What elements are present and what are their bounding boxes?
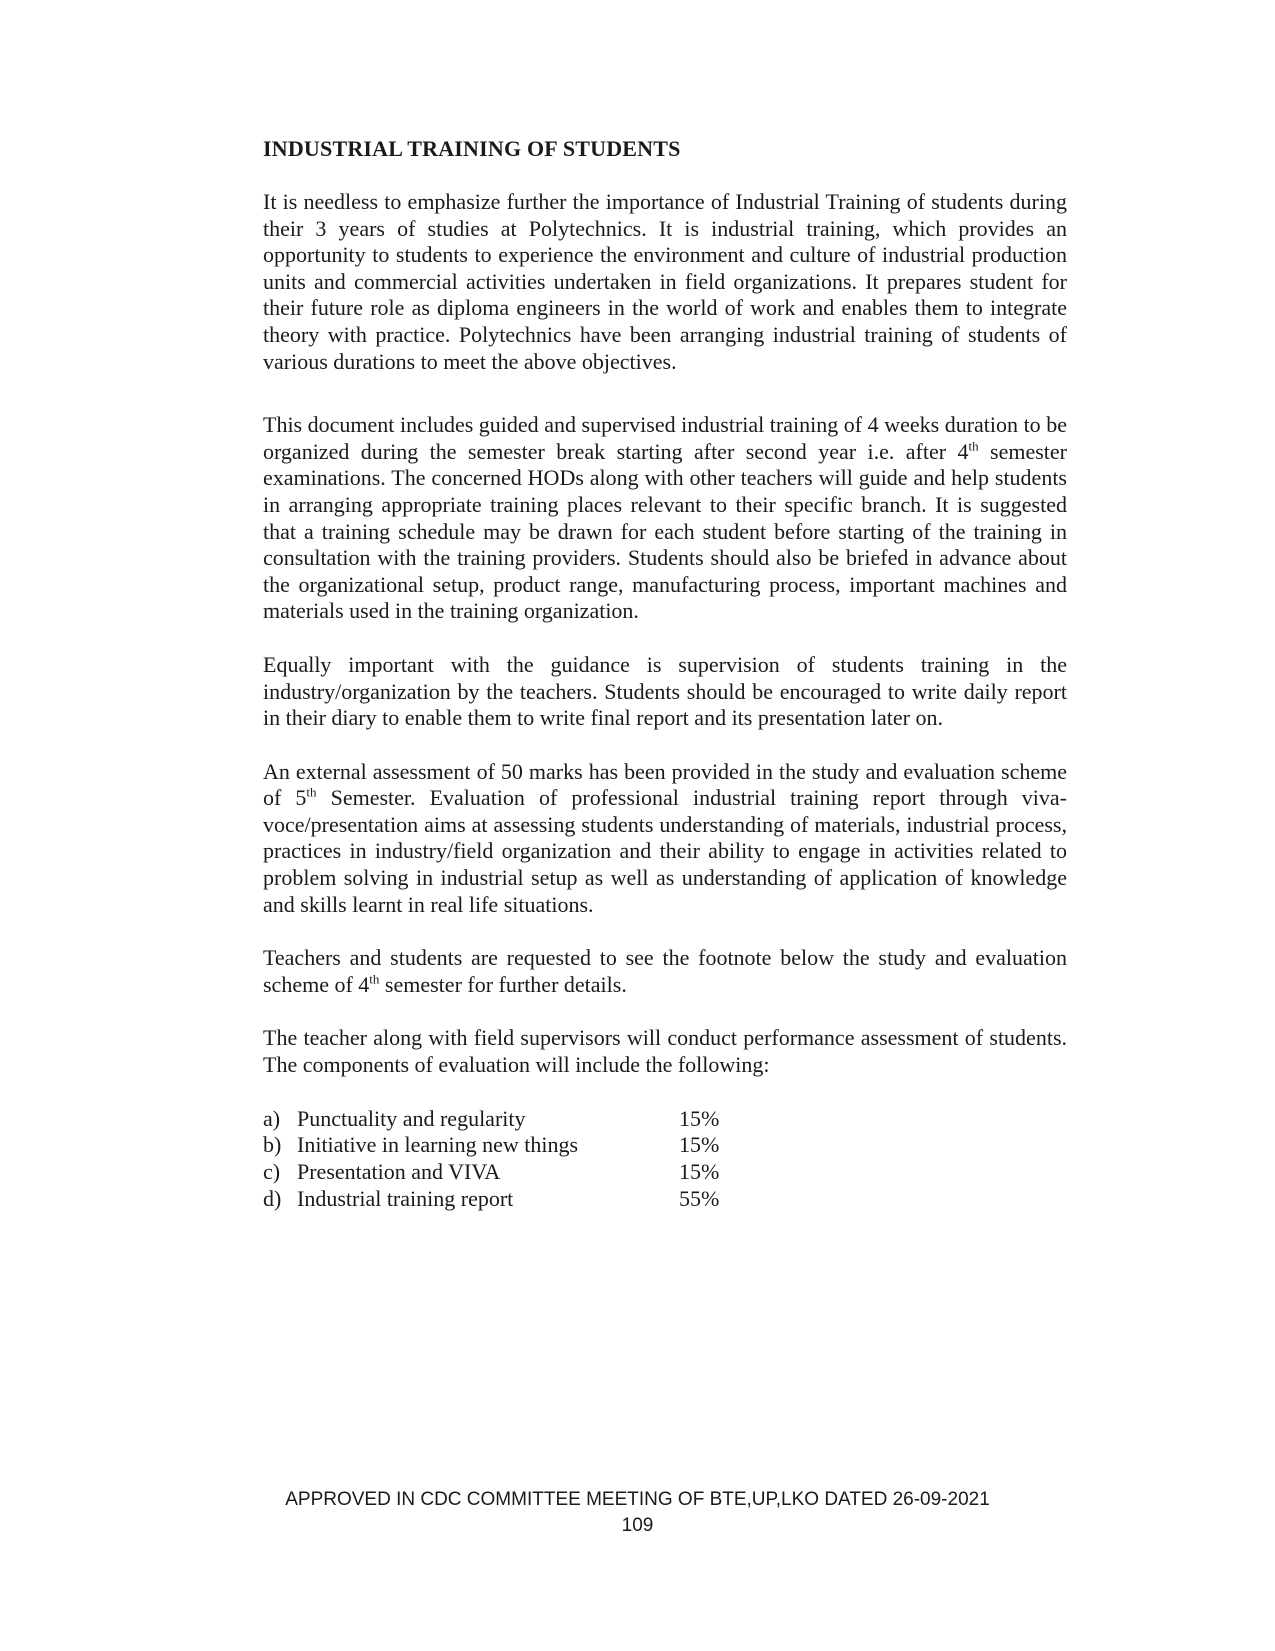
list-item (263, 1186, 1067, 1213)
paragraph-text: Semester. Evaluation of professional industrial training report through viva-voce/presentation aims at assessing students understanding of materials, industrial process, practices in industry/field organization and their ability to engage in activities related to problem solving in industrial setup as well as understanding of application of knowledge and skills learnt in real life situations. (263, 785, 1067, 917)
paragraph-text: semester for further details. (379, 971, 627, 997)
superscript: th (306, 784, 317, 800)
list-item-letter: c) (263, 1159, 281, 1185)
document-body (263, 136, 1067, 1213)
page-number: 109 (621, 1515, 654, 1536)
list-item-label: Initiative in learning new things (297, 1132, 579, 1158)
paragraph-text: semester examinations. The concerned HODs along with other teachers will guide and help students in arranging appropriate training places relevant to their specific branch. It is suggested that a training schedule may be drawn for each student before starting of the training in consultation with the training providers. Students should also be briefed in advance about the organizational setup, product range, manufacturing process, important machines and materials used in the training organization. (263, 438, 1068, 624)
list-item-letter: a) (263, 1105, 281, 1131)
paragraph-text: An external assessment of 50 marks has been provided in the study and evaluation scheme of 5 (263, 758, 1067, 811)
list-item-weight: 15% (679, 1159, 720, 1185)
list-item (263, 1159, 1067, 1186)
approval-note: APPROVED IN CDC COMMITTEE MEETING OF BTE,UP,LKO DATED 26-09-2021 (285, 1489, 990, 1510)
superscript: th (968, 438, 979, 454)
paragraph-training-duration (263, 412, 1067, 625)
paragraph-text: This document includes guided and supervised industrial training of 4 weeks duration to be organized during the semester break starting after second year i.e. after 4 (263, 412, 1067, 464)
list-item-label: Presentation and VIVA (297, 1159, 501, 1185)
list-item-label: Industrial training report (297, 1186, 514, 1212)
paragraph-performance-assessment: The teacher along with field supervisors will conduct performance assessment of students. The components of evaluation will include the following: (263, 1025, 1067, 1078)
paragraph-text: Teachers and students are requested to see the footnote below the study and evaluation scheme of 4 (263, 945, 1067, 997)
evaluation-components-list (263, 1106, 1067, 1213)
list-item-letter: d) (263, 1186, 282, 1212)
paragraph-supervision: Equally important with the guidance is supervision of students training in the industry/organization by the teachers. Students should be encouraged to write daily report in their diary to enable them to write final report and its presentation later on. (263, 651, 1067, 731)
list-item-weight: 15% (679, 1132, 720, 1158)
paragraph-intro: It is needless to emphasize further the importance of Industrial Training of students during their 3 years of studies at Polytechnics. It is industrial training, which provides an opportunity to students to experience the environment and culture of industrial production units and commercial activities undertaken in field organizations. It prepares student for their future role as diploma engineers in the world of work and enables them to integrate theory with practice. Polytechnics have been arranging industrial training of students of various durations to meet the above objectives. (263, 189, 1067, 374)
superscript: th (369, 971, 380, 987)
list-item-weight: 15% (679, 1105, 720, 1131)
list-item-weight: 55% (679, 1186, 720, 1212)
list-item-letter: b) (263, 1132, 282, 1158)
page-footer (0, 1487, 1275, 1539)
paragraph-external-assessment (263, 759, 1067, 919)
page-title: INDUSTRIAL TRAINING OF STUDENTS (263, 136, 681, 161)
list-item (263, 1106, 1067, 1133)
list-item (263, 1132, 1067, 1159)
list-item-label: Punctuality and regularity (297, 1105, 526, 1131)
paragraph-footnote-reference (263, 945, 1067, 998)
